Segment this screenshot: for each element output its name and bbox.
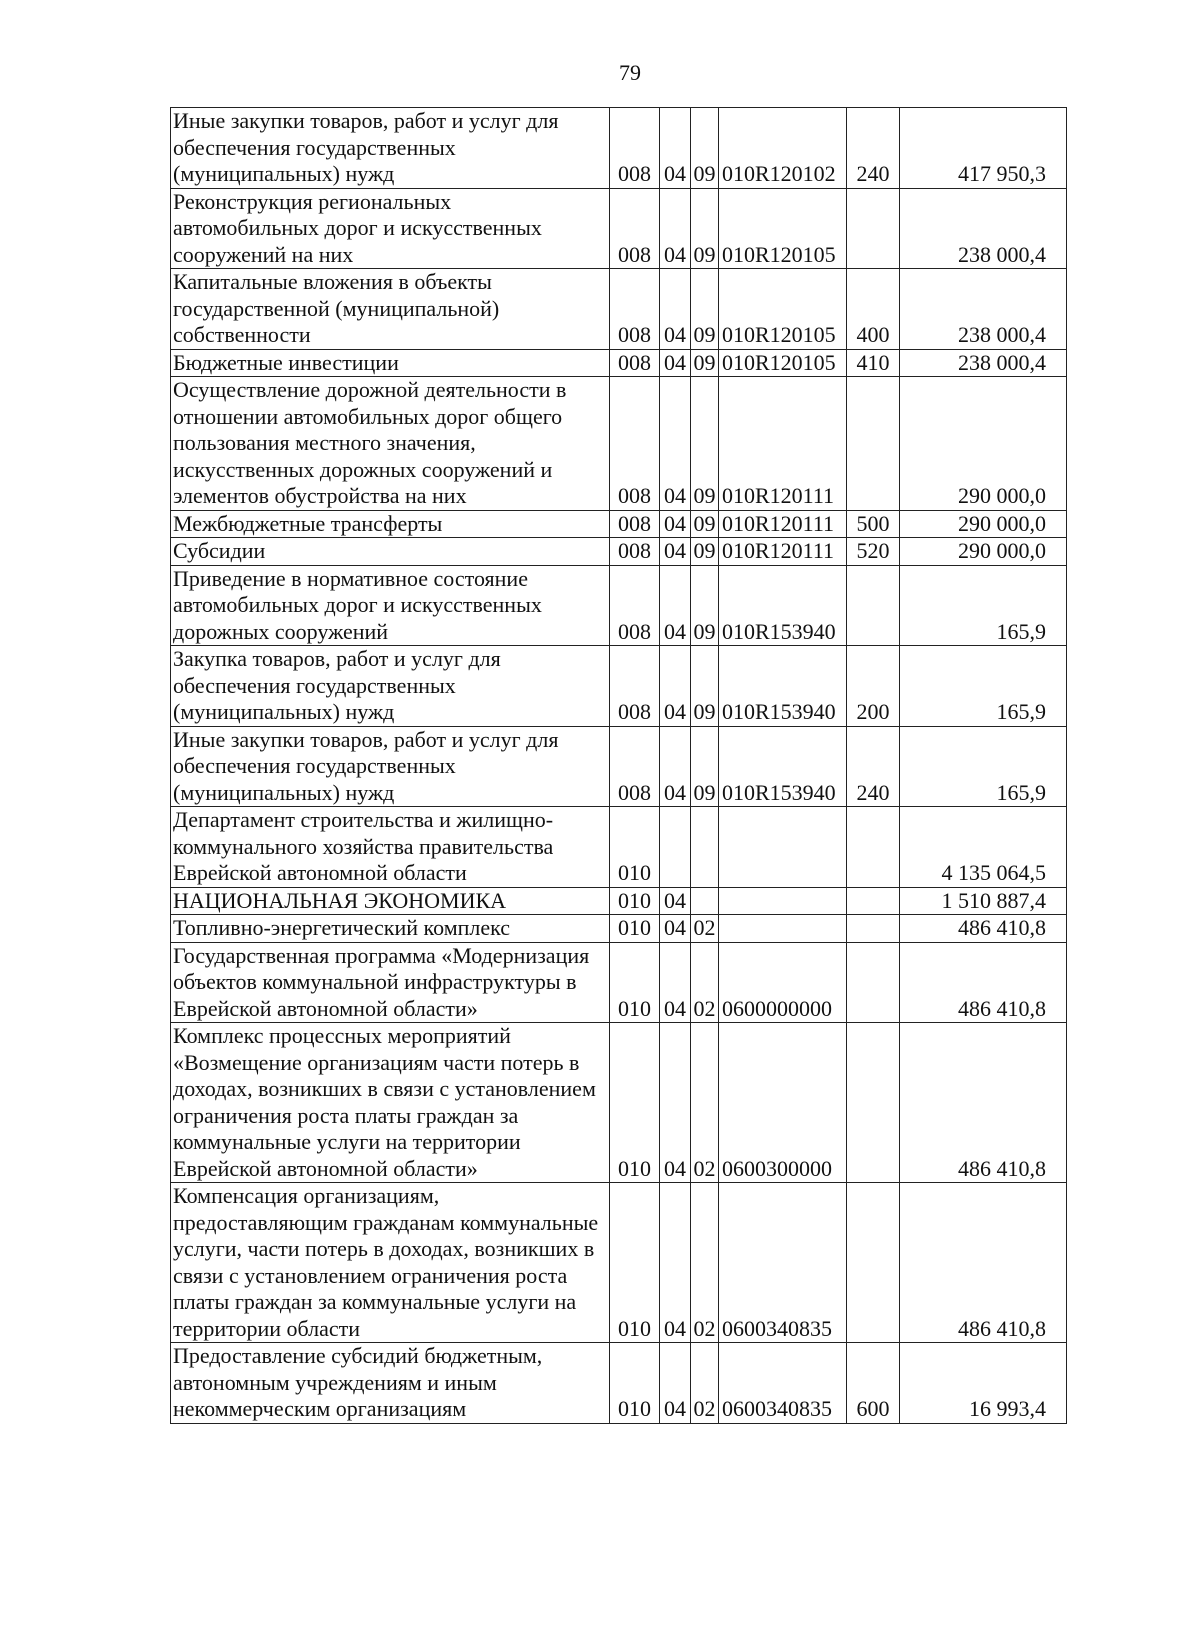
row-name-line: автономным учреждениям и иным [173, 1369, 497, 1395]
table-row [171, 565, 1067, 646]
row-name [171, 1343, 610, 1424]
subsection-code: 02 [691, 942, 719, 1023]
section-code: 04 [660, 915, 691, 943]
row-name [171, 726, 610, 807]
section-code: 04 [660, 942, 691, 1023]
row-name-line: (муниципальных) нужд [173, 161, 395, 186]
expense-type-code [847, 807, 900, 888]
target-article-code: 010R153940 [719, 565, 847, 646]
expense-type-code [847, 188, 900, 269]
row-name-line: Еврейской автономной области» [173, 995, 478, 1021]
ministry-code: 010 [610, 1183, 660, 1343]
ministry-code: 010 [610, 915, 660, 943]
expense-type-code [847, 1023, 900, 1183]
ministry-code: 008 [610, 349, 660, 377]
row-name-line: «Возмещение организациям части потерь в [173, 1049, 580, 1075]
row-name-line: НАЦИОНАЛЬНАЯ ЭКОНОМИКА [173, 887, 507, 913]
target-article-code: 010R153940 [719, 646, 847, 727]
subsection-code: 09 [691, 349, 719, 377]
row-name-line: платы граждан за коммунальные услуги на [173, 1289, 577, 1314]
row-name-line: Бюджетные инвестиции [173, 349, 399, 375]
amount: 16 993,4 [900, 1343, 1067, 1424]
row-name-line: Субсидии [173, 538, 266, 563]
expense-type-code: 500 [847, 510, 900, 538]
row-name-line: ограничения роста платы граждан за [173, 1102, 519, 1128]
target-article-code: 010R120105 [719, 269, 847, 350]
amount: 290 000,0 [900, 510, 1067, 538]
row-name-line: Межбюджетные трансферты [173, 510, 443, 536]
section-code: 04 [660, 1343, 691, 1424]
target-article-code: 0600000000 [719, 942, 847, 1023]
ministry-code: 008 [610, 188, 660, 269]
row-name-line: коммунального хозяйства правительства [173, 833, 554, 859]
expense-type-code [847, 915, 900, 943]
amount: 486 410,8 [900, 942, 1067, 1023]
table-row [171, 726, 1067, 807]
subsection-code: 02 [691, 1023, 719, 1183]
row-name-line: обеспечения государственных [173, 672, 456, 698]
row-name-line: собственности [173, 322, 311, 347]
expense-type-code [847, 887, 900, 915]
ministry-code: 008 [610, 646, 660, 727]
amount: 486 410,8 [900, 1183, 1067, 1343]
row-name-line: Еврейской автономной области [173, 860, 467, 885]
expense-type-code [847, 377, 900, 511]
expense-type-code: 200 [847, 646, 900, 727]
ministry-code: 010 [610, 807, 660, 888]
row-name-line: Государственная программа «Модернизация [173, 942, 590, 968]
amount: 238 000,4 [900, 188, 1067, 269]
table-row [171, 510, 1067, 538]
row-name [171, 565, 610, 646]
row-name [171, 108, 610, 189]
subsection-code: 09 [691, 188, 719, 269]
row-name-line: пользования местного значения, [173, 430, 476, 455]
ministry-code: 008 [610, 565, 660, 646]
row-name [171, 942, 610, 1023]
target-article-code [719, 887, 847, 915]
row-name-line: (муниципальных) нужд [173, 779, 395, 805]
section-code: 04 [660, 377, 691, 511]
section-code: 04 [660, 887, 691, 915]
subsection-code: 02 [691, 915, 719, 943]
expense-type-code: 520 [847, 538, 900, 566]
target-article-code [719, 915, 847, 943]
table-row [171, 349, 1067, 377]
section-code: 04 [660, 538, 691, 566]
subsection-code: 09 [691, 269, 719, 350]
row-name-line: отношении автомобильных дорог общего [173, 403, 563, 429]
row-name-line: автомобильных дорог и искусственных [173, 592, 542, 617]
table-row [171, 1343, 1067, 1424]
ministry-code: 008 [610, 269, 660, 350]
row-name [171, 188, 610, 269]
row-name [171, 1023, 610, 1183]
amount: 417 950,3 [900, 108, 1067, 189]
ministry-code: 008 [610, 726, 660, 807]
amount: 486 410,8 [900, 1023, 1067, 1183]
amount: 486 410,8 [900, 915, 1067, 943]
ministry-code: 008 [610, 108, 660, 189]
expense-type-code: 600 [847, 1343, 900, 1424]
row-name-line: Топливно-энергетический комплекс [173, 915, 511, 940]
row-name [171, 1183, 610, 1343]
section-code: 04 [660, 510, 691, 538]
ministry-code: 008 [610, 510, 660, 538]
subsection-code: 02 [691, 1183, 719, 1343]
amount: 290 000,0 [900, 377, 1067, 511]
amount: 1 510 887,4 [900, 887, 1067, 915]
subsection-code [691, 887, 719, 915]
row-name-line: территории области [173, 1315, 361, 1341]
row-name [171, 646, 610, 727]
row-name-line: Капитальные вложения в объекты [173, 269, 492, 294]
row-name-line: коммунальные услуги на территории [173, 1129, 521, 1154]
row-name-line: государственной (муниципальной) [173, 295, 500, 321]
subsection-code [691, 807, 719, 888]
row-name-line: искусственных дорожных сооружений и [173, 456, 553, 482]
subsection-code: 09 [691, 565, 719, 646]
ministry-code: 010 [610, 1343, 660, 1424]
section-code: 04 [660, 1183, 691, 1343]
row-name [171, 349, 610, 377]
row-name-line: предоставляющим гражданам коммунальные [173, 1209, 599, 1235]
amount: 165,9 [900, 565, 1067, 646]
subsection-code: 09 [691, 108, 719, 189]
row-name-line: некоммерческим организациям [173, 1396, 467, 1421]
row-name-line: Закупка товаров, работ и услуг для [173, 646, 501, 671]
row-name-line: Еврейской автономной области» [173, 1155, 478, 1181]
page-number: 79 [619, 60, 641, 85]
row-name-line: обеспечения государственных [173, 753, 456, 778]
ministry-code: 010 [610, 1023, 660, 1183]
target-article-code: 010R120111 [719, 377, 847, 511]
section-code: 04 [660, 646, 691, 727]
table-row [171, 188, 1067, 269]
row-name-line: Предоставление субсидий бюджетным, [173, 1343, 543, 1368]
row-name-line: элементов обустройства на них [173, 483, 467, 508]
table-row [171, 108, 1067, 189]
section-code: 04 [660, 726, 691, 807]
expense-type-code [847, 1183, 900, 1343]
ministry-code: 010 [610, 887, 660, 915]
row-name [171, 538, 610, 566]
section-code: 04 [660, 1023, 691, 1183]
target-article-code: 0600340835 [719, 1343, 847, 1424]
table-row [171, 1183, 1067, 1343]
amount: 290 000,0 [900, 538, 1067, 566]
row-name-line: Иные закупки товаров, работ и услуг для [173, 108, 559, 133]
subsection-code: 09 [691, 510, 719, 538]
section-code: 04 [660, 188, 691, 269]
expense-type-code [847, 565, 900, 646]
table-row [171, 646, 1067, 727]
target-article-code: 010R120105 [719, 349, 847, 377]
row-name [171, 915, 610, 943]
expense-type-code: 240 [847, 726, 900, 807]
table-row [171, 942, 1067, 1023]
subsection-code: 09 [691, 726, 719, 807]
row-name-line: автомобильных дорог и искусственных [173, 215, 542, 240]
row-name-line: Иные закупки товаров, работ и услуг для [173, 726, 559, 752]
row-name-line: сооружений на них [173, 241, 354, 267]
amount: 165,9 [900, 726, 1067, 807]
table-row [171, 377, 1067, 511]
expense-type-code: 400 [847, 269, 900, 350]
target-article-code: 010R120111 [719, 538, 847, 566]
expense-type-code: 240 [847, 108, 900, 189]
ministry-code: 008 [610, 377, 660, 511]
amount: 165,9 [900, 646, 1067, 727]
expense-type-code: 410 [847, 349, 900, 377]
target-article-code: 010R120105 [719, 188, 847, 269]
row-name [171, 269, 610, 350]
row-name-line: Департамент строительства и жилищно- [173, 807, 554, 832]
subsection-code: 09 [691, 538, 719, 566]
target-article-code: 010R120102 [719, 108, 847, 189]
table-row [171, 887, 1067, 915]
section-code: 04 [660, 108, 691, 189]
table-row [171, 538, 1067, 566]
budget-table [170, 107, 1067, 1424]
target-article-code: 010R153940 [719, 726, 847, 807]
amount: 238 000,4 [900, 349, 1067, 377]
target-article-code: 0600340835 [719, 1183, 847, 1343]
subsection-code: 09 [691, 377, 719, 511]
row-name [171, 887, 610, 915]
row-name-line: Реконструкция региональных [173, 188, 452, 214]
ministry-code: 008 [610, 538, 660, 566]
row-name-line: связи с установлением ограничения роста [173, 1262, 568, 1288]
section-code: 04 [660, 269, 691, 350]
section-code: 04 [660, 349, 691, 377]
amount: 4 135 064,5 [900, 807, 1067, 888]
section-code: 04 [660, 565, 691, 646]
row-name-line: Комплекс процессных мероприятий [173, 1023, 511, 1048]
target-article-code: 0600300000 [719, 1023, 847, 1183]
section-code [660, 807, 691, 888]
row-name-line: (муниципальных) нужд [173, 699, 395, 724]
target-article-code: 010R120111 [719, 510, 847, 538]
target-article-code [719, 807, 847, 888]
row-name-line: обеспечения государственных [173, 134, 456, 160]
expense-type-code [847, 942, 900, 1023]
row-name-line: Осуществление дорожной деятельности в [173, 377, 567, 402]
row-name-line: доходах, возникших в связи с установлением [173, 1076, 596, 1101]
row-name [171, 510, 610, 538]
table-row [171, 269, 1067, 350]
subsection-code: 02 [691, 1343, 719, 1424]
ministry-code: 010 [610, 942, 660, 1023]
table-row [171, 807, 1067, 888]
row-name-line: Приведение в нормативное состояние [173, 565, 528, 591]
row-name [171, 807, 610, 888]
table-row [171, 915, 1067, 943]
row-name [171, 377, 610, 511]
amount: 238 000,4 [900, 269, 1067, 350]
row-name-line: услуги, части потерь в доходах, возникших в [173, 1236, 595, 1261]
row-name-line: Компенсация организациям, [173, 1183, 440, 1208]
table-row [171, 1023, 1067, 1183]
row-name-line: объектов коммунальной инфраструктуры в [173, 969, 577, 994]
subsection-code: 09 [691, 646, 719, 727]
row-name-line: дорожных сооружений [173, 618, 389, 644]
